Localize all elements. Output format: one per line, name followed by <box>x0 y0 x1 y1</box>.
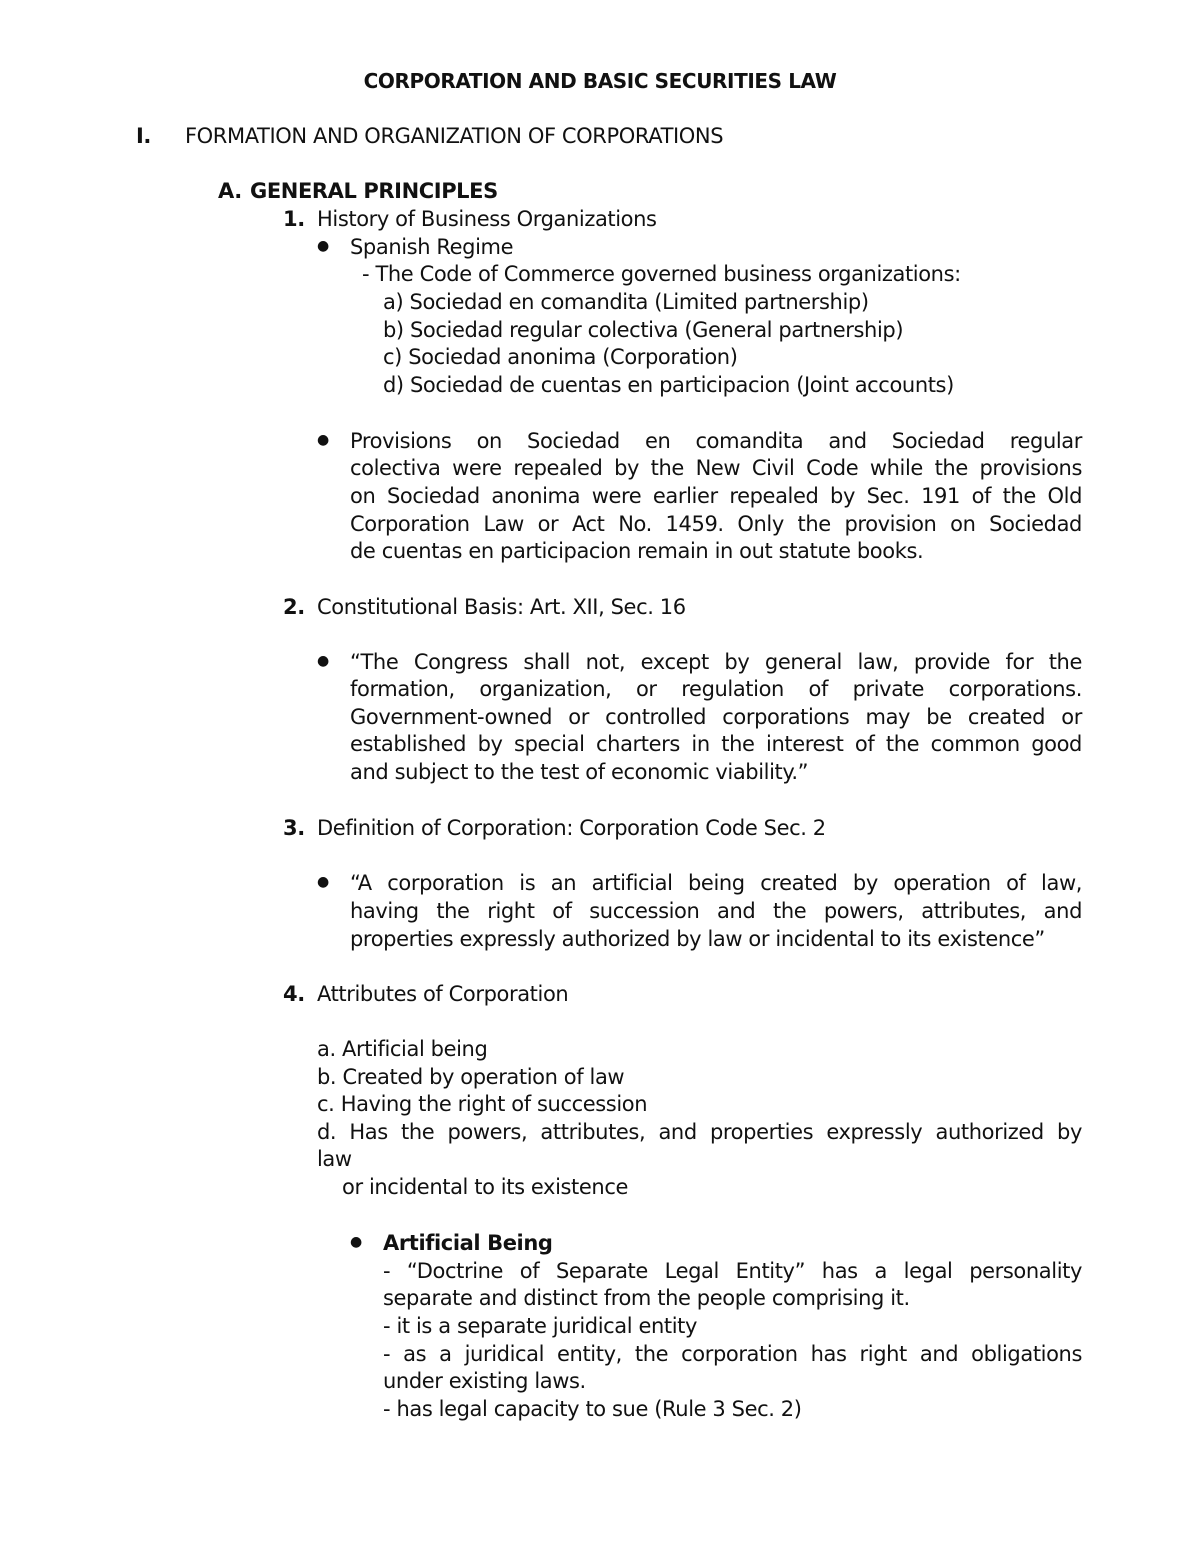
quote-line: “A corporation is an artificial being created by operation of law, <box>350 871 1082 895</box>
subsection-label: A. <box>218 179 242 203</box>
bullet-text: Spanish Regime <box>350 235 514 259</box>
item-number: 3. <box>283 816 305 840</box>
quote-line: having the right of succession and the powers, attributes, and <box>350 899 1082 923</box>
document-title: CORPORATION AND BASIC SECURITIES LAW <box>363 69 837 93</box>
sub-item: b) Sociedad regular colectiva (General partnership) <box>383 318 904 342</box>
detail-line: - it is a separate juridical entity <box>383 1314 698 1338</box>
quote-line: “The Congress shall not, except by general law, provide for the <box>350 650 1082 674</box>
paragraph-line: Provisions on Sociedad en comandita and Sociedad regular <box>350 429 1082 453</box>
sub-item: a) Sociedad en comandita (Limited partnership) <box>383 290 869 314</box>
bullet-icon: ● <box>350 1234 362 1250</box>
item-heading: Attributes of Corporation <box>317 982 569 1006</box>
dash-line: - The Code of Commerce governed business organizations: <box>362 262 961 286</box>
bullet-icon: ● <box>317 432 329 448</box>
section-numeral: I. <box>136 124 151 148</box>
paragraph-line: on Sociedad anonima were earlier repealed by Sec. 191 of the Old <box>350 484 1082 508</box>
detail-line: - has legal capacity to sue (Rule 3 Sec. 2) <box>383 1397 802 1421</box>
quote-line: and subject to the test of economic viability.” <box>350 760 809 784</box>
item-heading: History of Business Organizations <box>317 207 657 231</box>
paragraph-line: Corporation Law or Act No. 1459. Only the provision on Sociedad <box>350 512 1082 536</box>
item-number: 4. <box>283 982 305 1006</box>
attribute-item: b. Created by operation of law <box>317 1065 625 1089</box>
quote-line: Government-owned or controlled corporations may be created or <box>350 705 1082 729</box>
detail-line: - as a juridical entity, the corporation has right and obligations <box>383 1342 1082 1366</box>
subheading: Artificial Being <box>383 1231 553 1255</box>
sub-item: c) Sociedad anonima (Corporation) <box>383 345 738 369</box>
section-heading: FORMATION AND ORGANIZATION OF CORPORATIONS <box>185 124 724 148</box>
subsection-heading: GENERAL PRINCIPLES <box>250 179 498 203</box>
attribute-item: c. Having the right of succession <box>317 1092 648 1116</box>
quote-line: properties expressly authorized by law or incidental to its existence” <box>350 927 1045 951</box>
bullet-icon: ● <box>317 653 329 669</box>
quote-line: formation, organization, or regulation of private corporations. <box>350 677 1082 701</box>
attribute-item: law <box>317 1147 352 1171</box>
detail-line: separate and distinct from the people comprising it. <box>383 1286 910 1310</box>
detail-line: under existing laws. <box>383 1369 586 1393</box>
quote-line: established by special charters in the interest of the common good <box>350 732 1082 756</box>
item-heading: Definition of Corporation: Corporation Code Sec. 2 <box>317 816 826 840</box>
item-number: 1. <box>283 207 305 231</box>
bullet-icon: ● <box>317 238 329 254</box>
attribute-item: a. Artificial being <box>317 1037 488 1061</box>
item-number: 2. <box>283 595 305 619</box>
attribute-item: d. Has the powers, attributes, and properties expressly authorized by <box>317 1120 1082 1144</box>
detail-line: - “Doctrine of Separate Legal Entity” has a legal personality <box>383 1259 1082 1283</box>
sub-item: d) Sociedad de cuentas en participacion (Joint accounts) <box>383 373 954 397</box>
paragraph-line: colectiva were repealed by the New Civil Code while the provisions <box>350 456 1082 480</box>
attribute-item: or incidental to its existence <box>342 1175 628 1199</box>
paragraph-line: de cuentas en participacion remain in out statute books. <box>350 539 924 563</box>
bullet-icon: ● <box>317 874 329 890</box>
item-heading: Constitutional Basis: Art. XII, Sec. 16 <box>317 595 686 619</box>
